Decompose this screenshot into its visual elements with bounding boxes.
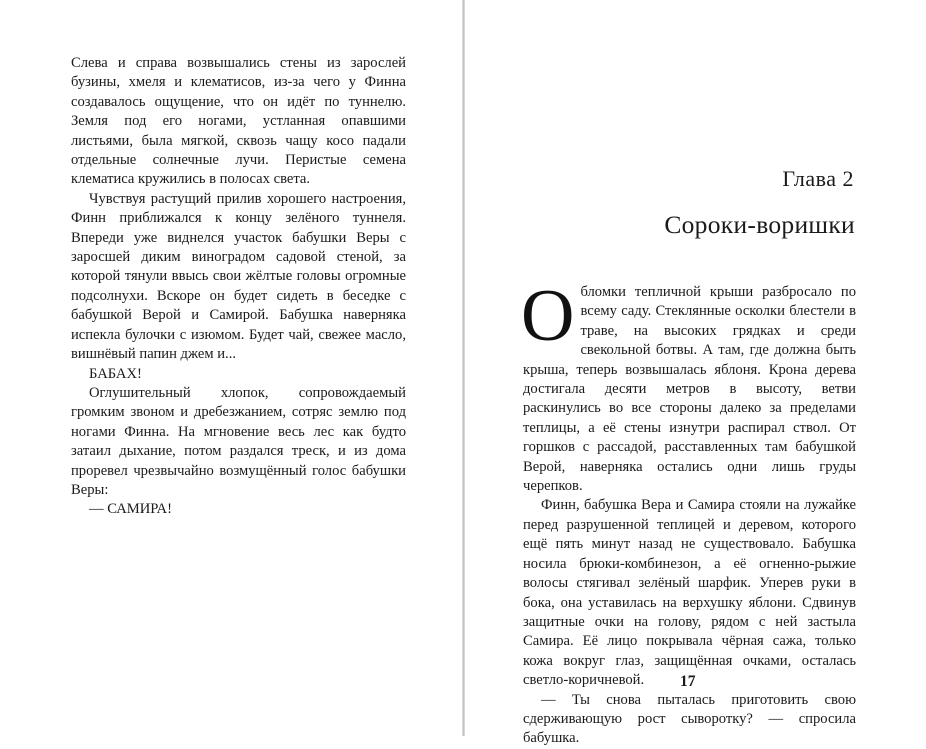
- paragraph: Финн, бабушка Вера и Самира стояли на лужайке перед разрушенной теплицей и деревом, которого ещё пять минут назад не существовало. Бабушка носила брюки-комбинезон, а её огненно-рыжие волосы стягивал зелёный шарфик. Уперев руки в бока, она уставилась на верхушку яблони. Сдвинув защитные очки на голову, рядом с ней застыла Самира. Её лицо покрывала чёрная сажа, только кожа вокруг глаз, защищённая очками, осталась светло-коричневой.: [523, 497, 856, 689]
- page-number: 17: [680, 673, 696, 690]
- paragraph: — САМИРА!: [89, 501, 172, 518]
- drop-cap: О: [521, 275, 575, 357]
- paragraph: БАБАХ!: [89, 365, 142, 382]
- first-paragraph-text: бломки тепличной крыши разбросало по всему саду. Стеклянные осколки блестели в траве, на высоких грядках и среди свекольной ботвы. А там, где должна быть крыша, теперь возвышалась яблоня. Крона дерева достигала десяти метров в высоту, ветви раскинулись во все стороны далеко за пределами теплицы, а её стены изнутри распирал ствол. От горшков с рассадой, расставленных там бабушкой Верой, наверняка остались одни лишь груды черепков.: [523, 284, 856, 495]
- first-paragraph: [521, 275, 856, 496]
- paragraph: — Ты снова пыталась приготовить свою сдерживающую рост сыворотку? — спросила бабушка.: [523, 691, 856, 747]
- paragraph: Оглушительный хлопок, сопровождаемый громким звоном и дребезжанием, сотряс землю под ногами Финна. На мгновение весь лес как будто затаил дыхание, потом раздался треск, и из дома проревел чрезвычайно возмущённый голос бабушки Веры:: [71, 384, 406, 498]
- left-page: [0, 0, 463, 736]
- chapter-number: Глава 2: [782, 166, 854, 191]
- right-page: [465, 0, 926, 747]
- chapter-title: Сороки-воришки: [664, 210, 855, 239]
- paragraph: Слева и справа возвышались стены из зарослей бузины, хмеля и клематисов, из-за чего у Финна создавалось ощущение, что он идёт по туннелю. Земля под его ногами, устланная опавшими листьями, была мягкой, сквозь чащу косо падали отдельные солнечные лучи. Перистые семена клематиса кружились в полосах света.: [71, 55, 406, 188]
- paragraph: Чувствуя растущий прилив хорошего настроения, Финн приближался к концу зелёного туннеля. Впереди уже виднелся участок бабушки Веры с заросшей диким виноградом садовой стеной, за которой тянули ввысь свои жёлтые головы огромные подсолнухи. Вскоре он будет сидеть в беседке с бабушкой Верой и Самирой. Бабушка наверняка испекла булочки с изюмом. Будет чай, свежее масло, вишнёвый папин джем и...: [71, 190, 406, 363]
- left-page-text: [71, 54, 406, 520]
